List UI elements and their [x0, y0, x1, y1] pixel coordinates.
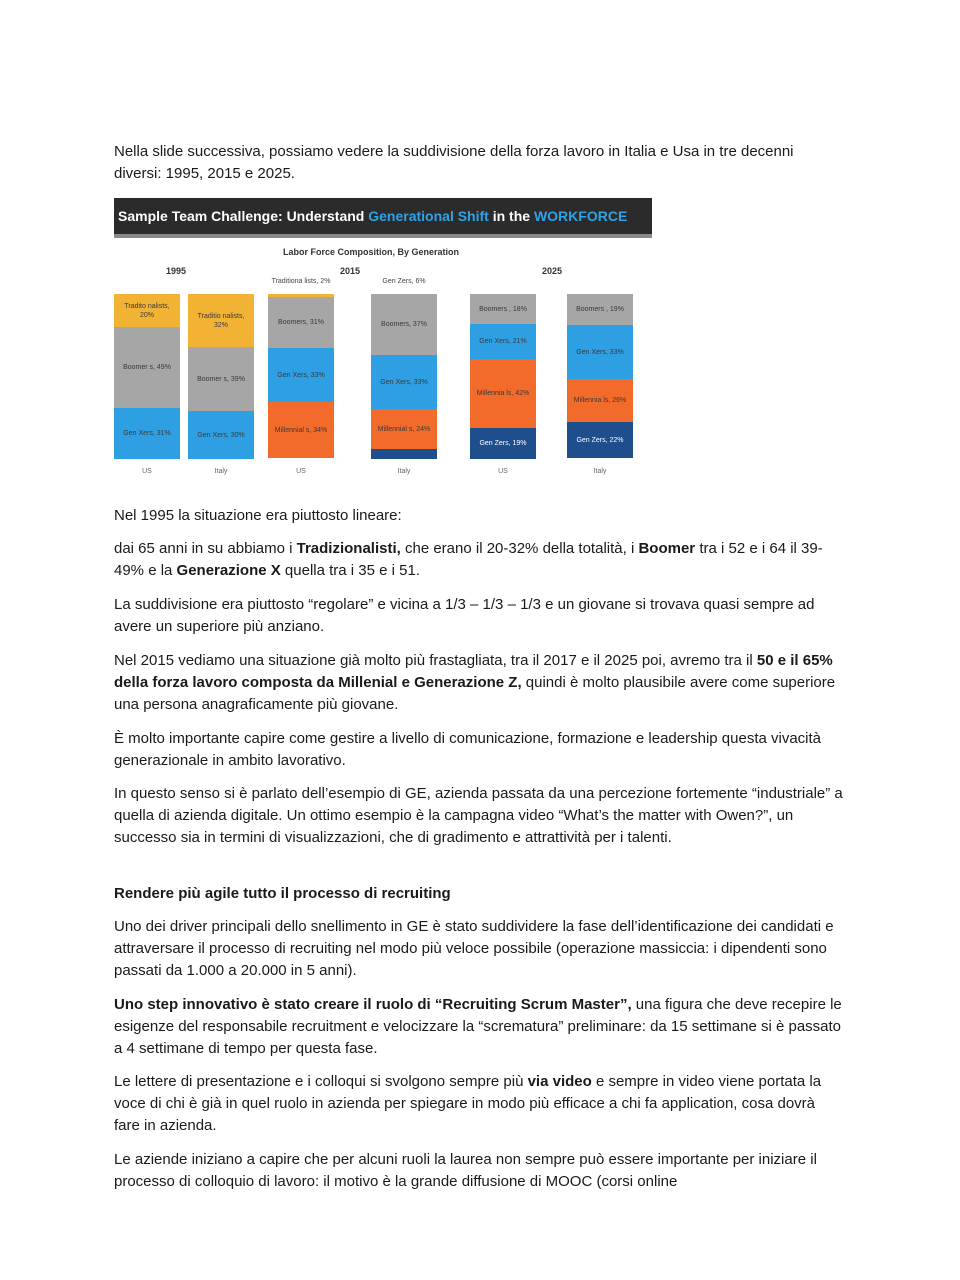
- year-label-2015: 2015: [340, 266, 361, 276]
- p9-text-c: e sempre in video viene portata la voce di chi è già in quel ruolo in azienda per spiegare in modo più efficace a chi fa application, cosa dovrà fare in azienda.: [114, 1073, 822, 1134]
- bar-segment-boomers: Boomers, 31%: [268, 297, 334, 348]
- bar-segment-genz: Gen Zers, 22%: [567, 422, 633, 458]
- banner-text-b: Generational Shift: [368, 208, 489, 224]
- bar-segment-millennials: Millennia ls, 42%: [470, 359, 536, 428]
- banner-text-c: in the: [488, 208, 534, 224]
- figure-banner: [114, 198, 652, 238]
- category-label-us: US: [498, 468, 508, 475]
- bar-segment-genx: Gen Xers, 33%: [371, 355, 437, 409]
- p4-text-c: quindi è molto plausibile avere come superiore una persona anagraficamente più giovane.: [114, 674, 836, 713]
- category-label-italy: Italy: [593, 468, 607, 475]
- bar-segment-boomers: Boomer s, 49%: [114, 327, 180, 408]
- bar-3: [371, 294, 437, 459]
- p2-text-c: che erano il 20-32% della totalità, i: [400, 540, 639, 557]
- bar-segment-traditionalists: Tradito nalists, 20%: [114, 294, 180, 327]
- paragraph-10: Le aziende iniziano a capire che per alcuni ruoli la laurea non sempre può essere importante per iniziare il processo di colloquio di lavoro: il motivo è la grande diffusione di MOOC (corsi online: [114, 1151, 817, 1190]
- p2-bold-boomer: Boomer: [638, 540, 696, 557]
- p2-text-a: dai 65 anni in su abbiamo i: [114, 540, 297, 557]
- year-label-2025: 2025: [542, 266, 563, 276]
- chart-title: Labor Force Composition, By Generation: [282, 247, 460, 257]
- paragraph-2: [114, 538, 844, 582]
- bar-segment-label: Gen Zers, 6%: [382, 278, 426, 285]
- category-label-us: US: [296, 468, 306, 475]
- bar-1: [188, 294, 254, 459]
- section-heading: Rendere più agile tutto il processo di recruiting: [114, 885, 451, 902]
- bar-segment-genx: Gen Xers, 31%: [114, 408, 180, 459]
- category-label-italy: Italy: [397, 468, 411, 475]
- year-label-1995: 1995: [166, 266, 187, 276]
- bar-segment-genz: [371, 449, 437, 459]
- bar-segment-boomers: Boomers , 18%: [470, 294, 536, 324]
- p9-text-a: Le lettere di presentazione e i colloqui si svolgono sempre più: [114, 1073, 528, 1090]
- bar-segment-boomers: Boomers , 19%: [567, 294, 633, 325]
- bar-0: [114, 294, 180, 459]
- bar-segment-genx: Gen Xers, 33%: [567, 325, 633, 379]
- paragraph-6: In questo senso si è parlato dell’esempio di GE, azienda passata da una percezione fortemente “industriale” a quella di azienda digitale. Un ottimo esempio è la campagna video “What’s the matter with Owen?”, un successo sia in termini di visualizzazioni, che di gradimento e attrattività per i talenti.: [114, 785, 843, 846]
- paragraph-8: [114, 994, 844, 1060]
- bar-5: [567, 294, 633, 459]
- bar-2: [268, 294, 334, 459]
- paragraph-3: La suddivisione era piuttosto “regolare” e vicina a 1/3 – 1/3 – 1/3 e un giovane si trovava quasi sempre ad avere un superiore più anziano.: [114, 596, 815, 635]
- workforce-figure: [114, 198, 652, 482]
- bar-segment-millennials: Millennial s, 34%: [268, 402, 334, 458]
- bar-segment-genx: Gen Xers, 33%: [268, 348, 334, 402]
- paragraph-7: Uno dei driver principali dello snellimento in GE è stato suddividere la fase dell’identificazione dei candidati e attraversare il processo di recruiting nel modo più veloce possibile (operazione massiccia: i dipendenti sono passati da 1.000 a 20.000 in 5 anni).: [114, 918, 834, 979]
- p9-bold: via video: [527, 1073, 592, 1090]
- bar-segment-genz: Gen Zers, 19%: [470, 428, 536, 459]
- bar-segment-genx: Gen Xers, 21%: [470, 324, 536, 359]
- p2-bold-genx: Generazione X: [176, 562, 281, 579]
- paragraph-4: [114, 650, 844, 716]
- category-label-italy: Italy: [214, 468, 228, 475]
- bar-segment-boomers: Boomer s, 39%: [188, 347, 254, 411]
- p2-bold-traditionalists: Tradizionalisti,: [296, 540, 401, 557]
- bar-segment-label: Traditiona lists, 2%: [271, 278, 331, 285]
- p8-text: una figura che deve recepire le esigenze del responsabile recruitment e velocizzare la “scrematura” preliminare: da 15 settimane si è passato a 4 settimane di tempo per questa fase.: [114, 996, 842, 1057]
- bar-segment-millennials: Millennial s, 24%: [371, 409, 437, 449]
- paragraph-5: È molto importante capire come gestire a livello di comunicazione, formazione e leadership questa vivacità generazionale in ambito lavorativo.: [114, 730, 822, 769]
- category-label-us: US: [142, 468, 152, 475]
- bar-4: [470, 294, 536, 459]
- bar-segment-boomers: Boomers, 37%: [371, 294, 437, 355]
- p4-text-a: Nel 2015 vediamo una situazione già molto più frastagliata, tra il 2017 e il 2025 poi, avremo tra il: [114, 652, 757, 669]
- p2-text-e: tra i 52 e i 64 il 39-49% e la: [114, 540, 823, 579]
- bar-segment-traditionalists: Traditio nalists, 32%: [188, 294, 254, 347]
- banner-text-a: Sample Team Challenge: Understand: [118, 208, 369, 224]
- banner-text-d: WORKFORCE: [533, 208, 628, 224]
- p2-text-g: quella tra i 35 e i 51.: [280, 562, 421, 579]
- p8-bold: Uno step innovativo è stato creare il ruolo di “Recruiting Scrum Master”,: [114, 996, 632, 1013]
- bar-segment-millennials: Millennia ls, 26%: [567, 379, 633, 422]
- bar-segment-genx: Gen Xers, 30%: [188, 411, 254, 459]
- paragraph-1: Nel 1995 la situazione era piuttosto lineare:: [114, 507, 402, 524]
- intro-paragraph: Nella slide successiva, possiamo vedere la suddivisione della forza lavoro in Italia e Usa in tre decenni diversi: 1995, 2015 e 2025.: [114, 143, 794, 182]
- p4-bold: 50 e il 65% della forza lavoro composta da Millenial e Generazione Z,: [114, 652, 833, 691]
- paragraph-9: [114, 1071, 844, 1137]
